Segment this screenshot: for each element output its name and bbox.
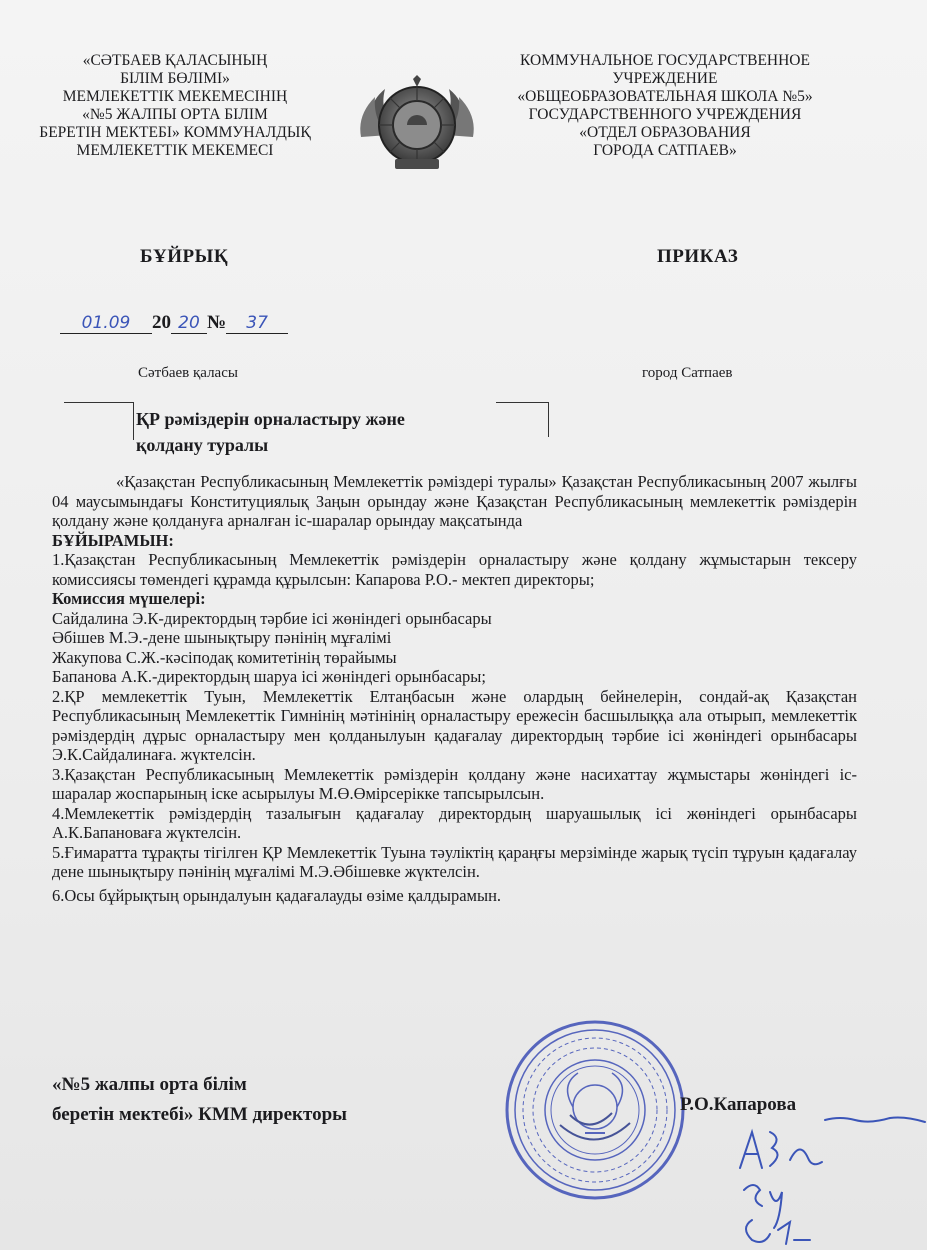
corner-mark: [496, 402, 549, 437]
order-date-number: [60, 312, 288, 334]
header-line: МЕМЛЕКЕТТІК МЕКЕМЕСІНІҢ: [62, 88, 288, 105]
header-line: УЧРЕЖДЕНИЕ: [612, 70, 718, 87]
header-line: БЕРЕТІН МЕКТЕБІ» КОММУНАЛДЫҚ: [39, 124, 311, 141]
title-russian: ПРИКАЗ: [657, 246, 739, 267]
commission-label: Комиссия мүшелері:: [52, 589, 206, 608]
header-line: КОММУНАЛЬНОЕ ГОСУДАРСТВЕННОЕ: [520, 52, 810, 69]
header-line: «ОТДЕЛ ОБРАЗОВАНИЯ: [579, 124, 751, 141]
corner-mark: [133, 402, 134, 440]
header-kazakh: [0, 52, 350, 160]
header-line: «№5 ЖАЛПЫ ОРТА БІЛІМ: [82, 106, 268, 123]
handwritten-year: 20: [171, 313, 207, 334]
century: 20: [152, 312, 171, 333]
signatory-line: беретін мектебі» КММ директоры: [52, 1104, 347, 1125]
header-line: ГОСУДАРСТВЕННОГО УЧРЕЖДЕНИЯ: [528, 106, 802, 123]
title-kazakh: БҰЙРЫҚ: [140, 246, 229, 267]
order-item: 1.Қазақстан Республикасының Мемлекеттік рәміздерін орналастыру және қолдану жұмыстарын тексеру комиссиясы төмендегі құрамда құрылсын: Капарова Р.О.- мектеп директоры;: [52, 550, 857, 589]
handwritten-day: 01.09: [60, 313, 152, 334]
city-kazakh: Сәтбаев қаласы: [138, 365, 238, 381]
corner-mark: [64, 402, 134, 403]
subject-line: қолдану туралы: [136, 435, 269, 455]
number-sign: №: [207, 312, 227, 333]
commission-member: Сайдалина Э.К-директордың тәрбие ісі жөніндегі орынбасары: [52, 608, 492, 628]
handwritten-number: 37: [226, 313, 288, 334]
order-item: 4.Мемлекеттік рәміздердің тазалығын қадағалау директордың шаруашылық ісі жөніндегі орынбасары А.К.Бапановаға жүктелсін.: [52, 803, 857, 842]
header-line: «ОБЩЕОБРАЗОВАТЕЛЬНАЯ ШКОЛА №5»: [517, 88, 813, 105]
order-body: [52, 472, 857, 905]
header-line: ГОРОДА САТПАЕВ»: [593, 142, 737, 159]
order-item: 3.Қазақстан Республикасының Мемлекеттік рәміздерін қолдану және насихаттау жұмыстары жөніндегі іс-шаралар жоспарының іске асырылуы М.Ө.Өмірсерікке тапсырылсын.: [52, 764, 857, 803]
preamble: «Қазақстан Республикасының Мемлекеттік рәміздері туралы» Қазақстан Республикасының 2007 жылғы 04 маусымындағы Конституциялық Заңын орындау және Қазақстан Республикасының мемлекеттік рәміздерін қолдану және қолдануға арналған іс-шаралар орындау мақсатында: [52, 472, 857, 530]
order-item: 2.ҚР мемлекеттік Туын, Мемлекеттік Елтаңбасын және олардың бейнелерін, сондай-ақ Қазақстан Республикасының Мемлекеттік Гимнінің мәтінінің орналастыру ережесін басшылыққа ала отырып, мемлекеттік рәміздердің дұрыс орналастыру мен қолданылуын қадағалау директордың тәрбие ісі жөніндегі орынбасары Э.К.Сайдалинаға. жүктелсін.: [52, 686, 857, 764]
state-emblem-icon: [355, 75, 479, 175]
order-item: 6.Осы бұйрықтың орындалуын қадағалауды өзіме қалдырамын.: [52, 885, 502, 905]
subject-line: ҚР рәміздерін орналастыру және: [136, 409, 405, 429]
header-russian: [470, 52, 860, 160]
order-item: 5.Ғимаратта тұрақты тігілген ҚР Мемлекеттік Туына тәуліктің қараңғы мерзімінде жарық түсіп тұруын қадағалау дене шынықтыру пәнінің мұғалімі М.Э.Әбішевке жүктелсін.: [52, 842, 857, 881]
order-subject: [136, 406, 405, 458]
header-line: «СӘТБАЕВ ҚАЛАСЫНЫҢ: [82, 52, 268, 69]
commission-member: Әбішев М.Э.-дене шынықтыру пәнінің мұғалімі: [52, 628, 392, 647]
round-seal-icon: [500, 1015, 690, 1205]
city-russian: город Сатпаев: [642, 365, 733, 381]
handwritten-signature-icon: [730, 1110, 927, 1250]
commission-member: Бапанова А.К.-директордың шаруа ісі жөніндегі орынбасары;: [52, 667, 486, 686]
order-word: БҰЙЫРАМЫН:: [52, 530, 174, 550]
header-line: МЕМЛЕКЕТТІК МЕКЕМЕСІ: [76, 142, 274, 159]
commission-member: Жакупова С.Ж.-кәсіподақ комитетінің төрайымы: [52, 647, 397, 667]
signatory-title: [52, 1070, 347, 1130]
signatory-line: «№5 жалпы орта білім: [52, 1074, 247, 1095]
director-name: Р.О.Капарова: [680, 1094, 797, 1115]
header-line: БІЛІМ БӨЛІМІ»: [120, 70, 230, 87]
